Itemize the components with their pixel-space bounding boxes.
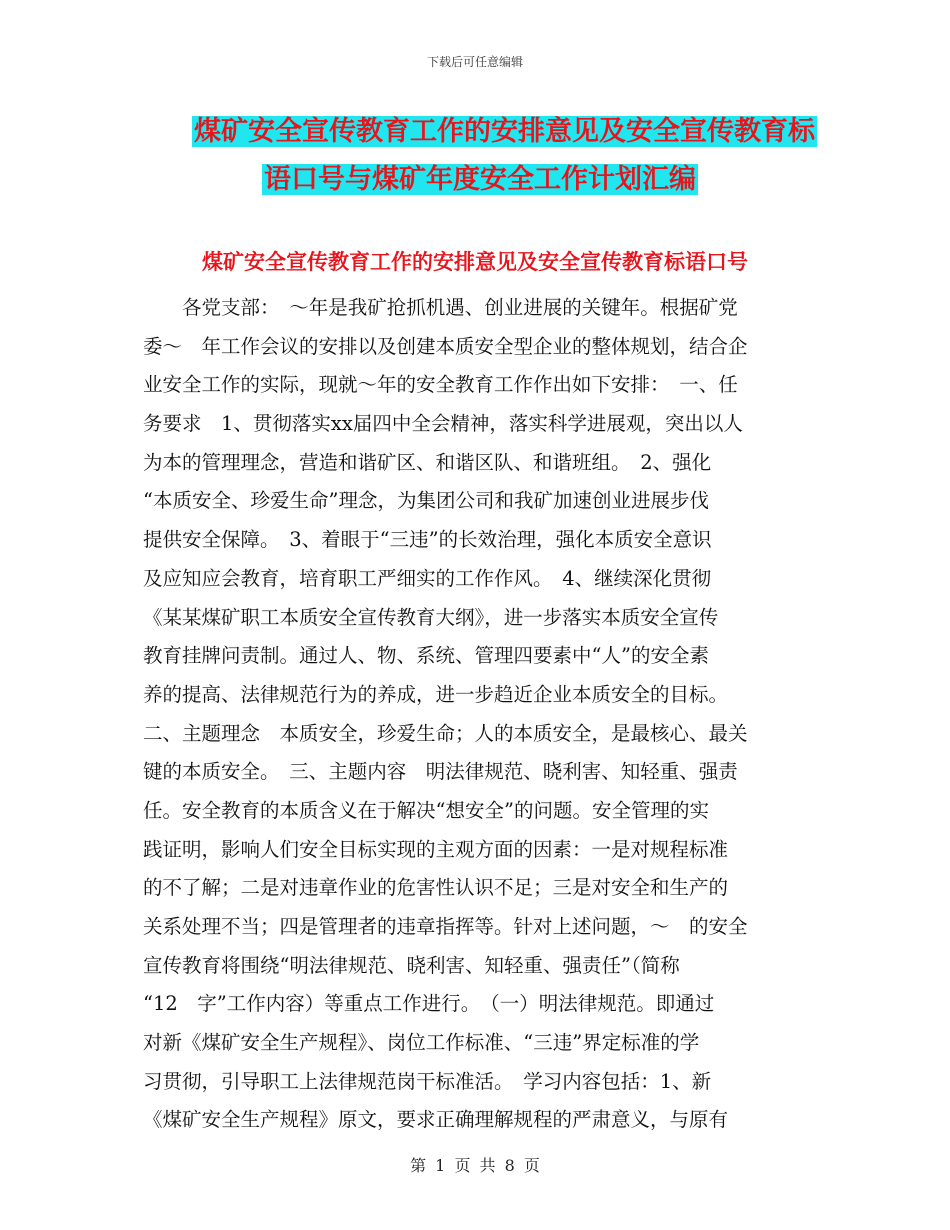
- body-line: 及应知应会教育，培育职工严细实的工作作风。 4、继续深化贯彻: [143, 566, 712, 590]
- body-line: 关系处理不当；四是管理者的违章指挥等。针对上述问题，～ 的安全: [143, 915, 748, 938]
- title-line-1: [140, 108, 830, 156]
- body-line: 宣传教育将围绕“明法律规范、晓利害、知轻重、强责任”（简称: [143, 953, 680, 977]
- body-line: 键的本质安全。 三、主题内容 明法律规范、晓利害、知轻重、强责: [143, 760, 738, 784]
- body-line: 《煤矿安全生产规程》原文，要求正确理解规程的严肃意义，与原有: [143, 1108, 729, 1132]
- body-line: 《某某煤矿职工本质安全宣传教育大纲》，进一步落实本质安全宣传: [143, 605, 719, 629]
- body-line: 对新《煤矿安全生产规程》、岗位工作标准、“三违”界定标准的学: [143, 1031, 700, 1055]
- body-line: “本质安全、珍爱生命”理念，为集团公司和我矿加速创业进展步伐: [143, 489, 709, 513]
- body-line: 习贯彻，引导职工上法律规范岗干标准活。 学习内容包括：1、新: [143, 1069, 712, 1093]
- title-line-1-text: 煤矿安全宣传教育工作的安排意见及安全宣传教育标: [194, 116, 815, 147]
- body-line: 为本的管理理念，营造和谐矿区、和谐区队、和谐班组。 2、强化: [143, 450, 712, 474]
- body-line: 各党支部： ～年是我矿抢抓机遇、创业进展的关键年。根据矿党: [143, 296, 738, 319]
- body-line: 教育挂牌问责制。通过人、物、系统、管理四要素中“人”的安全素: [143, 644, 709, 668]
- body-line: 务要求 1、贯彻落实xx届四中全会精神，落实科学进展观，突出以人: [143, 412, 743, 436]
- header-note: 下载后可任意编辑: [426, 55, 523, 69]
- body-line: 践证明，影响人们安全目标实现的主观方面的因素：一是对规程标准: [143, 837, 729, 861]
- body-line: 业安全工作的实际，现就～年的安全教育工作作出如下安排： 一、任: [143, 373, 738, 397]
- body-line: 任。安全教育的本质含义在于解决“想安全”的问题。安全管理的实: [143, 798, 709, 822]
- body-line: 养的提高、法律规范行为的养成，进一步趋近企业本质安全的目标。: [143, 682, 729, 706]
- body-line: 的不了解；二是对违章作业的危害性认识不足；三是对安全和生产的: [143, 876, 729, 900]
- section-subtitle: 煤矿安全宣传教育工作的安排意见及安全宣传教育标语口号: [202, 250, 748, 274]
- title-line-2-text: 语口号与煤矿年度安全工作计划汇编: [264, 164, 696, 195]
- document-title: [140, 108, 830, 204]
- body-line: 二、主题理念 本质安全，珍爱生命；人的本质安全，是最核心、最关: [143, 721, 748, 745]
- body-line: “12 字”工作内容）等重点工作进行。 （一）明法律规范。即通过: [143, 992, 715, 1016]
- body-text: [143, 289, 807, 1140]
- page-footer: 第 1 页 共 8 页: [410, 1156, 540, 1175]
- body-line: 委～ 年工作会议的安排以及创建本质安全型企业的整体规划，结合企: [143, 334, 748, 358]
- title-line-2: [140, 156, 830, 204]
- body-line: 提供安全保障。 3、着眼于“三违”的长效治理，强化本质安全意识: [143, 528, 712, 552]
